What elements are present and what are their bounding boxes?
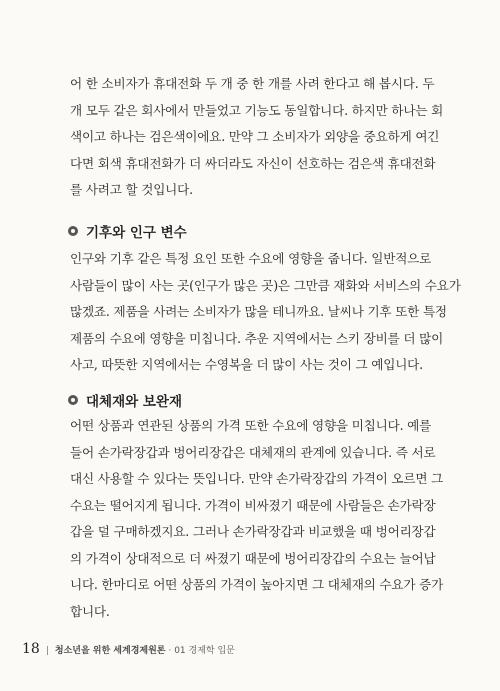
text-line: 를 사려고 할 것입니다. xyxy=(70,182,193,197)
text-line: 인구와 기후 같은 특정 요인 또한 수요에 영향을 줍니다. 일반적으로 xyxy=(70,251,432,266)
text-line: 사고, 따뜻한 지역에서는 수영복을 더 많이 사는 것이 그 예입니다. xyxy=(70,357,423,372)
text-line: 합니다. xyxy=(70,603,110,619)
footer-separator: | xyxy=(45,646,49,656)
text-line: 어 한 소비자가 휴대전화 두 개 중 한 개를 사려 한다고 해 봅시다. 두 xyxy=(70,76,435,91)
bullet-icon xyxy=(68,395,78,405)
text-line: 니다. 한마디로 어떤 상품의 가격이 높아지면 그 대체재의 수요가 증가 xyxy=(70,577,444,592)
text-line: 사람들이 많이 사는 곳(인구가 많은 곳)은 그만큼 재화와 서비스의 수요가 xyxy=(70,277,461,293)
heading-label: 대체재와 보완재 xyxy=(86,394,182,410)
intro-paragraph xyxy=(70,71,448,204)
section-heading-substitutes xyxy=(68,390,182,410)
text-line: 개 모두 같은 회사에서 만들었고 기능도 동일합니다. 하지만 하나는 회 xyxy=(70,102,444,118)
text-line: 수요는 떨어지게 됩니다. 가격이 비싸졌기 때문에 사람들은 손가락장 xyxy=(70,497,436,513)
text-line: 많겠죠. 제품을 사려는 소비자가 많을 테니까요. 날씨나 기후 또한 특정 xyxy=(70,304,447,319)
bullet-icon xyxy=(68,226,78,236)
climate-paragraph xyxy=(70,246,461,379)
page-footer xyxy=(22,641,235,657)
heading-label: 기후와 인구 변수 xyxy=(86,225,187,241)
text-line: 어떤 상품과 연관된 상품의 가격 또한 수요에 영향을 미칩니다. 예를 xyxy=(70,418,432,433)
text-line: 다면 회색 휴대전화가 더 싸더라도 자신이 선호하는 검은색 휴대전화 xyxy=(70,155,436,171)
book-title: 청소년을 위한 세계경제원론 xyxy=(54,646,166,656)
text-line: 제품의 수요에 영향을 미칩니다. 추운 지역에서는 스키 장비를 더 많이 xyxy=(70,330,444,346)
text-line: 갑을 덜 구매하겠지요. 그러나 손가락장갑과 비교했을 때 벙어리장갑 xyxy=(70,524,436,539)
text-line: 들어 손가락장갑과 벙어리장갑은 대체재의 관계에 있습니다. 즉 서로 xyxy=(70,444,436,460)
section-heading-climate xyxy=(68,221,187,241)
chapter-label: · 01 경제학 입문 xyxy=(168,646,235,656)
text-line: 색이고 하나는 검은색이에요. 만약 그 소비자가 외양을 중요하게 여긴 xyxy=(70,129,440,144)
text-line: 의 가격이 상대적으로 더 싸졌기 때문에 벙어리장갑의 수요는 늘어납 xyxy=(70,550,436,566)
text-line: 대신 사용할 수 있다는 뜻입니다. 만약 손가락장갑의 가격이 오르면 그 xyxy=(70,471,444,486)
page-number: 18 xyxy=(22,641,40,657)
substitutes-paragraph xyxy=(70,413,448,625)
